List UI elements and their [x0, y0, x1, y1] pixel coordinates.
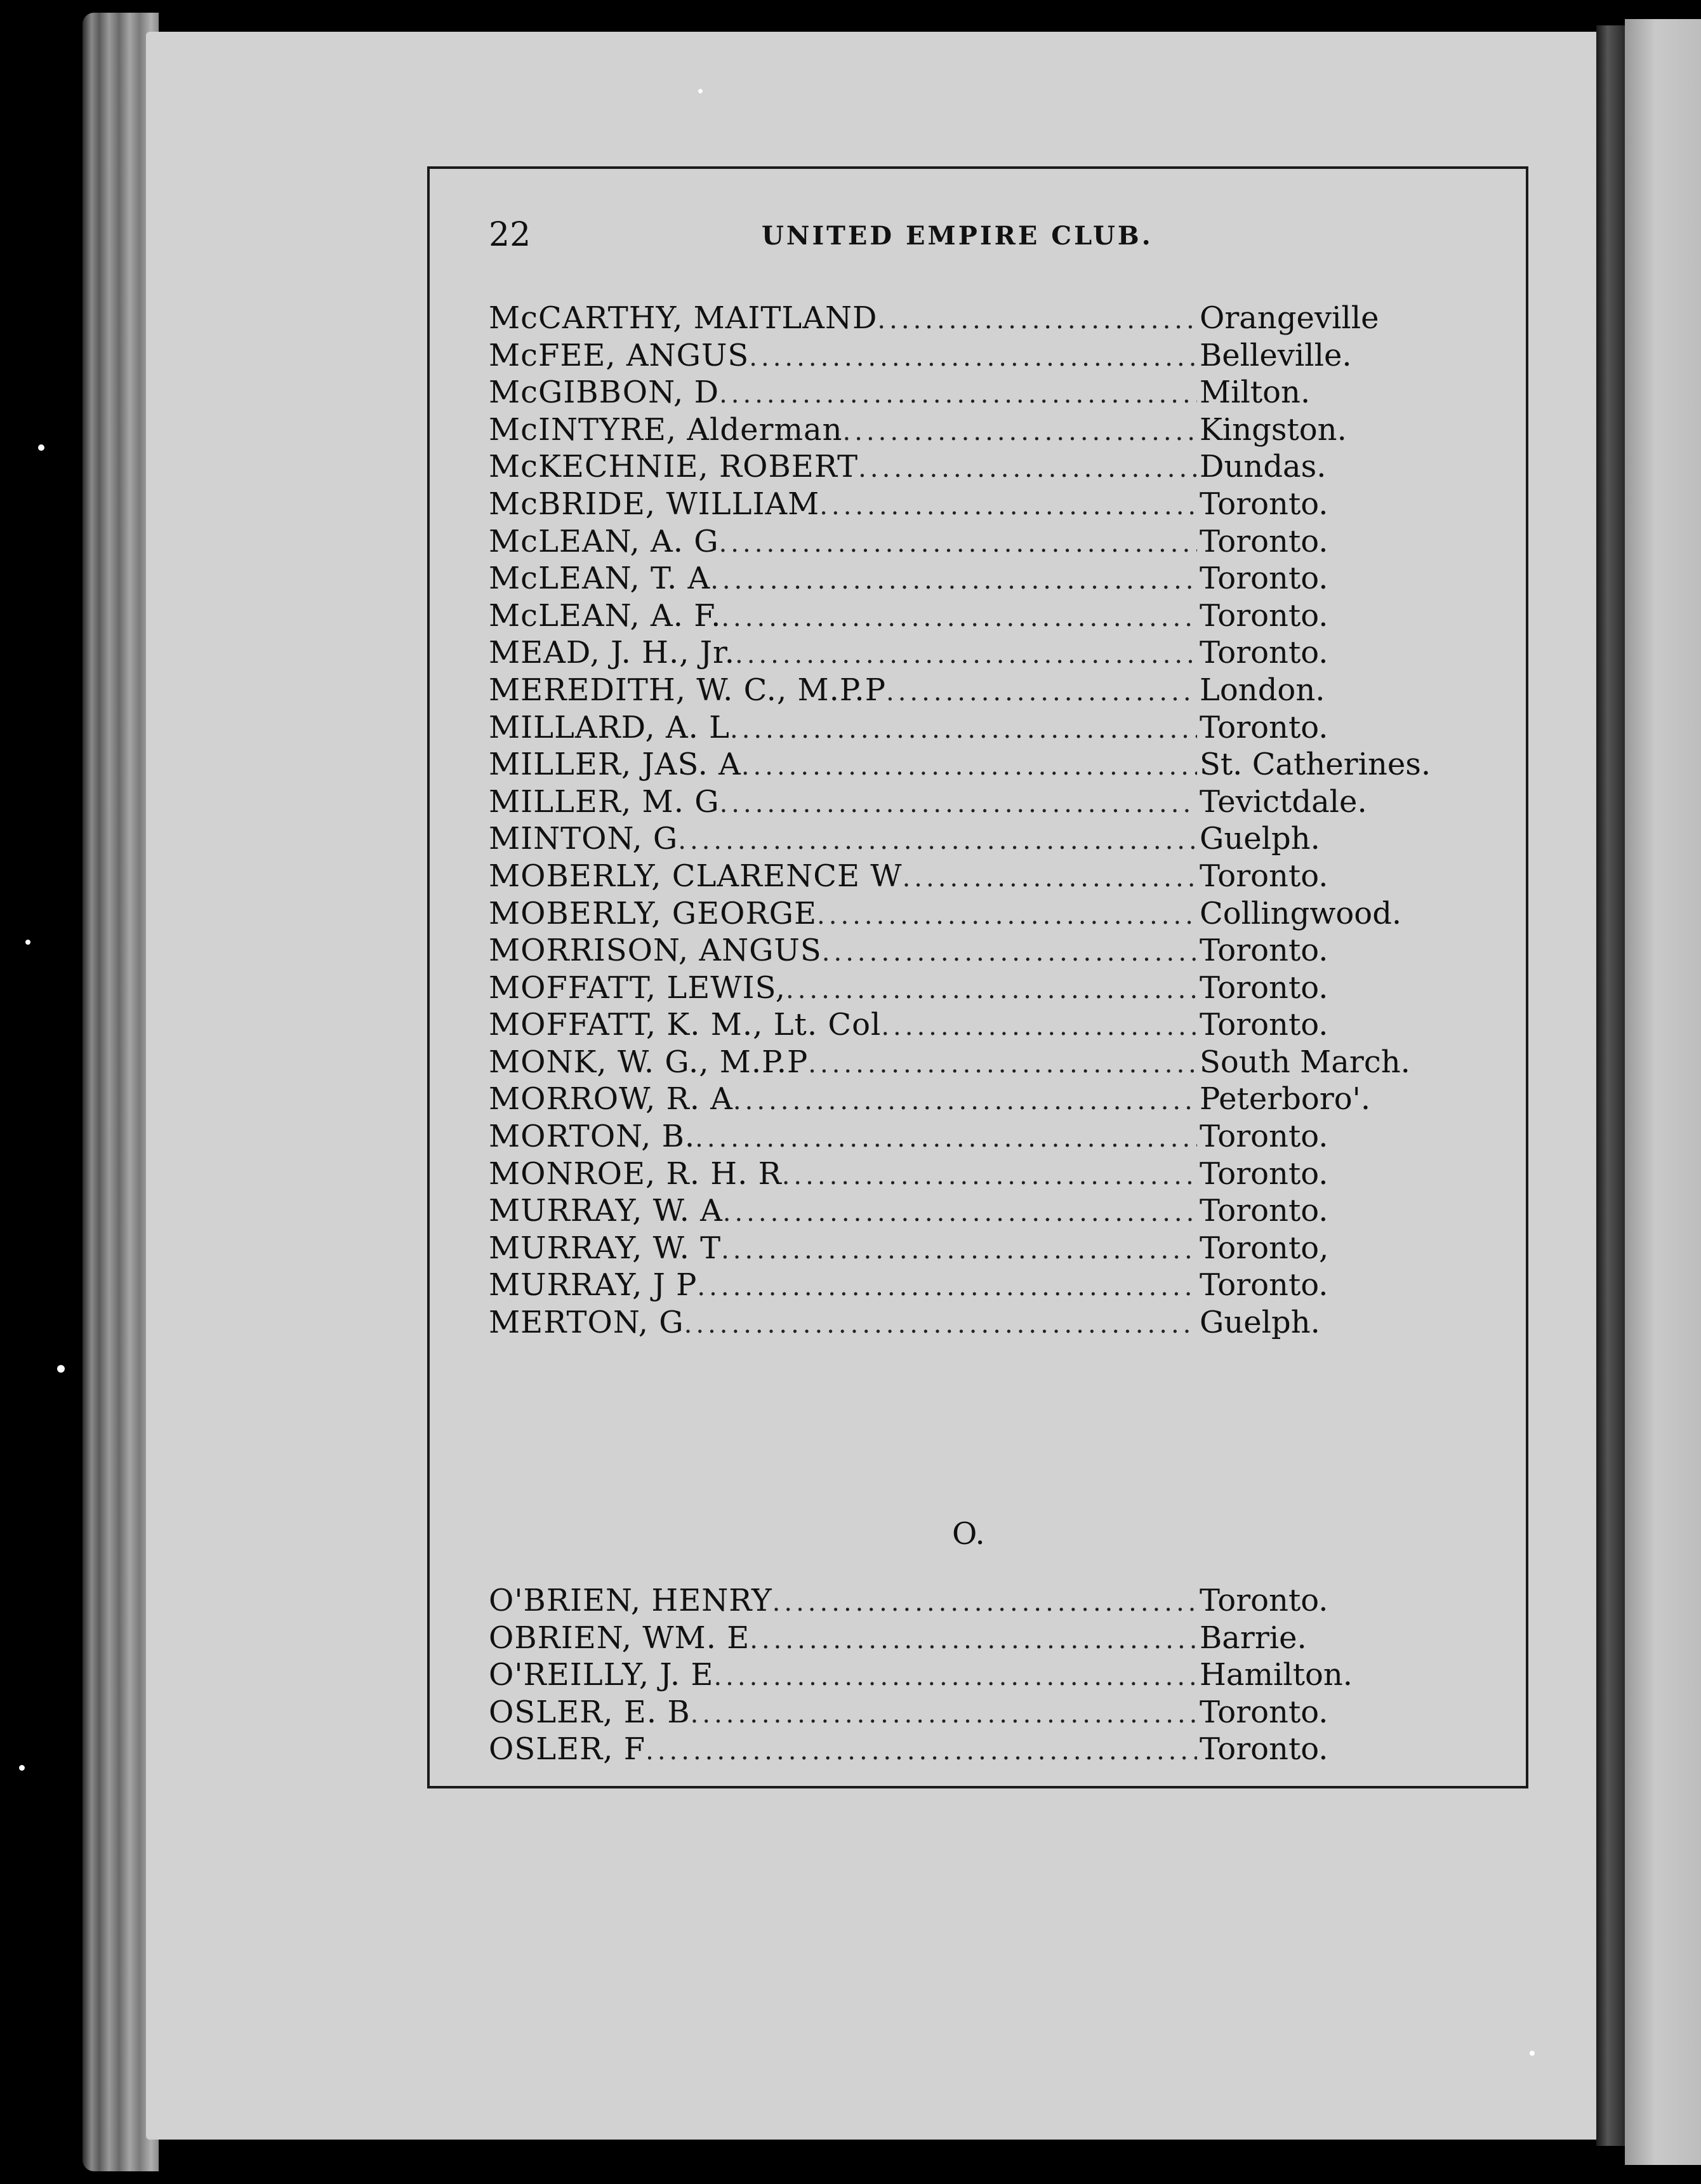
- member-place: Toronto.: [1200, 1267, 1328, 1303]
- member-place: Dundas.: [1200, 449, 1327, 485]
- member-place: Barrie.: [1200, 1620, 1307, 1656]
- leader-dots: [772, 1584, 1197, 1620]
- member-place: Toronto.: [1200, 858, 1328, 894]
- member-place: Toronto.: [1200, 486, 1328, 522]
- member-place: South March.: [1200, 1044, 1410, 1080]
- member-name: OSLER, E. B: [489, 1694, 691, 1730]
- leader-dots: [741, 748, 1197, 783]
- list-item: [489, 932, 1453, 969]
- member-name: OBRIEN, WM. E: [489, 1620, 750, 1656]
- leader-dots: [735, 636, 1197, 672]
- list-item: [489, 709, 1453, 747]
- leader-dots: [749, 339, 1197, 375]
- list-item: [489, 486, 1453, 523]
- leader-dots: [786, 971, 1197, 1007]
- member-place: Guelph.: [1200, 821, 1320, 857]
- leader-dots: [886, 674, 1197, 709]
- member-place: Peterboro'.: [1200, 1081, 1371, 1117]
- member-place: Toronto.: [1200, 635, 1328, 671]
- list-item: [489, 560, 1453, 597]
- member-place: Collingwood.: [1200, 895, 1402, 931]
- section-heading-o: O.: [952, 1516, 985, 1552]
- leader-dots: [710, 562, 1197, 597]
- member-place: Toronto,: [1200, 1230, 1329, 1266]
- leader-dots: [843, 413, 1197, 449]
- list-item: [489, 1044, 1453, 1081]
- member-name: MILLER, JAS. A: [489, 747, 741, 783]
- list-item: [489, 523, 1453, 561]
- leader-dots: [719, 376, 1197, 411]
- member-place: Guelph.: [1200, 1305, 1320, 1341]
- member-name: MERTON, G: [489, 1305, 684, 1341]
- member-name: MOFFATT, LEWIS,: [489, 969, 786, 1006]
- member-list-o: [489, 1582, 1453, 1768]
- member-name: MILLER, M. G: [489, 783, 720, 820]
- member-name: McBRIDE, WILLIAM: [489, 486, 820, 522]
- member-place: Toronto.: [1200, 1583, 1328, 1618]
- list-item: [489, 1192, 1453, 1230]
- list-item: [489, 858, 1453, 895]
- scan-speck: [38, 444, 44, 451]
- leader-dots: [733, 1082, 1197, 1118]
- list-item: [489, 634, 1453, 672]
- list-item: [489, 895, 1453, 933]
- list-item: [489, 1582, 1453, 1620]
- scan-speck: [25, 940, 30, 945]
- member-name: MINTON, G: [489, 821, 678, 857]
- member-place: Toronto.: [1200, 933, 1328, 969]
- member-name: MURRAY, W. A: [489, 1193, 723, 1229]
- member-name: O'BRIEN, HENRY: [489, 1583, 772, 1618]
- member-place: Belleville.: [1200, 337, 1352, 373]
- member-name: MEREDITH, W. C., M.P.P: [489, 672, 886, 708]
- facing-page-edge: [1625, 19, 1701, 2165]
- leader-dots: [720, 785, 1197, 821]
- leader-dots: [721, 1232, 1197, 1267]
- list-item: [489, 1304, 1453, 1342]
- member-name: MOBERLY, CLARENCE W: [489, 858, 903, 894]
- leader-dots: [695, 1120, 1197, 1155]
- member-name: O'REILLY, J. E: [489, 1657, 714, 1693]
- leader-dots: [713, 1658, 1197, 1694]
- list-item: [489, 1006, 1453, 1044]
- member-name: MOFFATT, K. M., Lt. Col: [489, 1007, 882, 1043]
- leader-dots: [819, 488, 1197, 523]
- list-item: [489, 820, 1453, 858]
- book-spine: [1596, 25, 1625, 2146]
- member-name: MORRISON, ANGUS: [489, 933, 822, 969]
- list-item: [489, 448, 1453, 486]
- member-name: McLEAN, T. A: [489, 561, 711, 597]
- list-item: [489, 597, 1453, 635]
- leader-dots: [678, 822, 1197, 858]
- member-place: Toronto.: [1200, 561, 1328, 597]
- member-name: McKECHNIE, ROBERT: [489, 449, 859, 485]
- scan-speck: [57, 1365, 65, 1373]
- member-name: MURRAY, W. T: [489, 1230, 722, 1266]
- member-name: MOBERLY, GEORGE: [489, 895, 817, 931]
- member-name: McLEAN, A. G: [489, 523, 719, 559]
- list-item: [489, 783, 1453, 821]
- list-item: [489, 1267, 1453, 1304]
- running-title: UNITED EMPIRE CLUB.: [762, 221, 1153, 251]
- leader-dots: [877, 302, 1197, 337]
- leader-dots: [782, 1157, 1197, 1193]
- member-name: MURRAY, J P: [489, 1267, 698, 1303]
- leader-dots: [684, 1306, 1197, 1342]
- member-name: MONROE, R. H. R: [489, 1155, 782, 1192]
- member-name: MORTON, B.: [489, 1119, 696, 1155]
- member-place: Tevictdale.: [1200, 783, 1367, 820]
- list-item: [489, 1155, 1453, 1193]
- list-item: [489, 337, 1453, 375]
- member-name: McLEAN, A. F.: [489, 597, 722, 634]
- member-place: St. Catherines.: [1200, 747, 1431, 783]
- member-name: MORROW, R. A: [489, 1081, 733, 1117]
- leader-dots: [858, 450, 1197, 486]
- member-place: Hamilton.: [1200, 1657, 1353, 1693]
- list-item: [489, 1656, 1453, 1694]
- member-name: MILLARD, A. L: [489, 709, 731, 745]
- member-name: OSLER, F: [489, 1731, 646, 1768]
- leader-dots: [822, 934, 1197, 969]
- leader-dots: [645, 1733, 1197, 1768]
- list-item: [489, 672, 1453, 709]
- list-item: [489, 746, 1453, 783]
- leader-dots: [730, 711, 1197, 747]
- list-item: [489, 1694, 1453, 1731]
- page-header: [489, 213, 1473, 257]
- member-place: Toronto.: [1200, 969, 1328, 1006]
- scan-speck: [1530, 2051, 1535, 2056]
- list-item: [489, 411, 1453, 449]
- member-place: Orangeville: [1200, 300, 1379, 336]
- list-item: [489, 1081, 1453, 1118]
- member-place: Toronto.: [1200, 1119, 1328, 1155]
- member-place: Kingston.: [1200, 411, 1347, 448]
- member-name: McINTYRE, Alderman: [489, 411, 843, 448]
- member-place: London.: [1200, 672, 1325, 708]
- leader-dots: [750, 1621, 1197, 1657]
- member-list-m: [489, 300, 1453, 1342]
- list-item: [489, 969, 1453, 1007]
- member-place: Toronto.: [1200, 523, 1328, 559]
- list-item: [489, 374, 1453, 411]
- scan-speck: [698, 89, 703, 93]
- member-name: McCARTHY, MAITLAND: [489, 300, 878, 336]
- list-item: [489, 1620, 1453, 1657]
- list-item: [489, 300, 1453, 337]
- page-number: 22: [489, 216, 531, 254]
- scan-speck: [19, 1765, 25, 1771]
- member-place: Toronto.: [1200, 1694, 1328, 1730]
- member-name: McFEE, ANGUS: [489, 337, 750, 373]
- member-place: Toronto.: [1200, 1731, 1328, 1768]
- leader-dots: [691, 1696, 1197, 1731]
- member-place: Toronto.: [1200, 1155, 1328, 1192]
- member-place: Milton.: [1200, 375, 1311, 411]
- leader-dots: [817, 897, 1197, 933]
- list-item: [489, 1731, 1453, 1768]
- list-item: [489, 1118, 1453, 1155]
- member-place: Toronto.: [1200, 597, 1328, 634]
- list-item: [489, 1230, 1453, 1267]
- leader-dots: [721, 599, 1197, 635]
- member-name: MEAD, J. H., Jr.: [489, 635, 735, 671]
- leader-dots: [719, 525, 1197, 561]
- member-name: McGIBBON, D: [489, 375, 720, 411]
- leader-dots: [881, 1008, 1197, 1044]
- leader-dots: [808, 1046, 1197, 1081]
- member-place: Toronto.: [1200, 1007, 1328, 1043]
- leader-dots: [903, 860, 1197, 895]
- member-place: Toronto.: [1200, 709, 1328, 745]
- member-place: Toronto.: [1200, 1193, 1328, 1229]
- leader-dots: [697, 1268, 1197, 1304]
- member-name: MONK, W. G., M.P.P: [489, 1044, 809, 1080]
- leader-dots: [723, 1194, 1197, 1230]
